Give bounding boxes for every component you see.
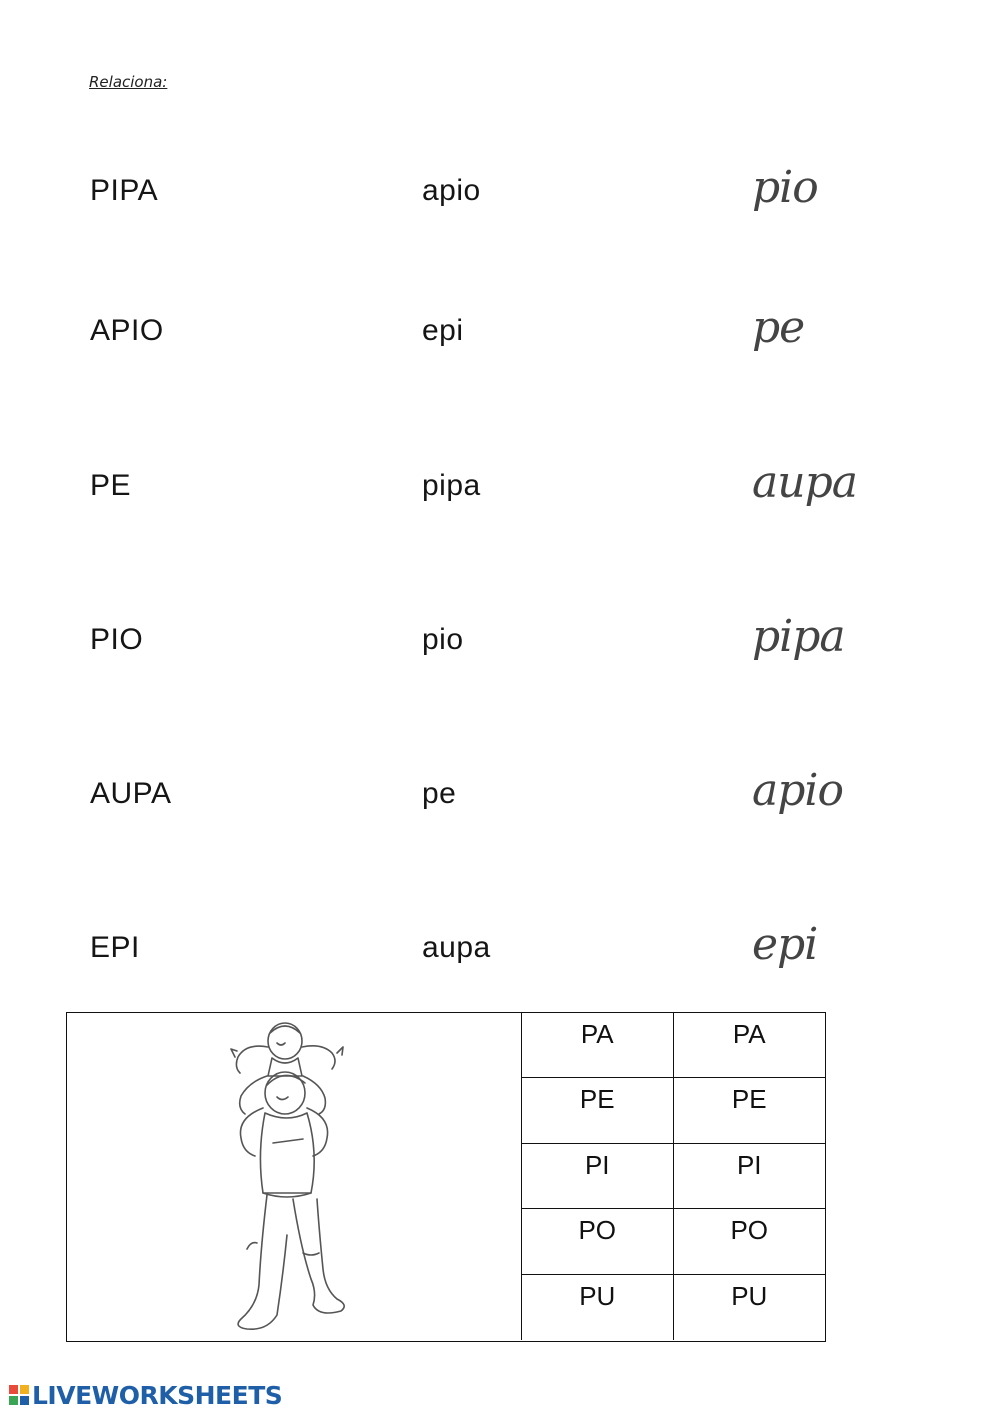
syllable-cell: PU — [522, 1275, 674, 1340]
cursive-word-1: pio — [752, 162, 818, 213]
syllable-cell: PU — [731, 1280, 768, 1311]
syllable-cell: PO — [522, 1209, 674, 1274]
lowercase-word-3: pipa — [422, 469, 481, 502]
uppercase-word-2: APIO — [90, 314, 164, 347]
cursive-word-4: pipa — [752, 611, 845, 662]
syllable-cell: PI — [674, 1144, 826, 1209]
syllable-cell: PE — [522, 1078, 674, 1143]
lowercase-word-5: pe — [422, 777, 457, 810]
liveworksheets-logo-icon — [8, 1384, 30, 1406]
uppercase-word-6: EPI — [90, 931, 140, 964]
syllable-cell: PO — [674, 1209, 826, 1274]
uppercase-word-4: PIO — [90, 623, 144, 656]
uppercase-word-1: PIPA — [90, 174, 159, 207]
uppercase-word-3: PE — [90, 469, 132, 502]
lowercase-word-2: epi — [422, 314, 464, 347]
instruction-title: Relaciona: — [89, 73, 168, 91]
liveworksheets-logo — [8, 1380, 282, 1410]
lowercase-word-6: aupa — [422, 931, 491, 964]
liveworksheets-logo-text: LIVEWORKSHEETS — [32, 1380, 283, 1410]
syllable-cell: PI — [522, 1144, 674, 1209]
syllable-cell: PA — [522, 1013, 674, 1078]
lowercase-word-4: pio — [422, 623, 464, 656]
exercise-box — [66, 1012, 826, 1342]
cursive-word-2: pe — [752, 302, 805, 353]
father-carrying-child-illustration — [67, 1013, 521, 1340]
cursive-word-6: epi — [752, 919, 818, 970]
syllable-table — [521, 1013, 825, 1340]
lowercase-word-1: apio — [422, 174, 481, 207]
syllable-cell: PA — [674, 1013, 826, 1078]
cursive-word-5: apio — [752, 765, 843, 816]
cursive-word-3: aupa — [752, 457, 857, 508]
uppercase-word-5: AUPA — [90, 777, 172, 810]
syllable-cell: PE — [674, 1078, 826, 1143]
